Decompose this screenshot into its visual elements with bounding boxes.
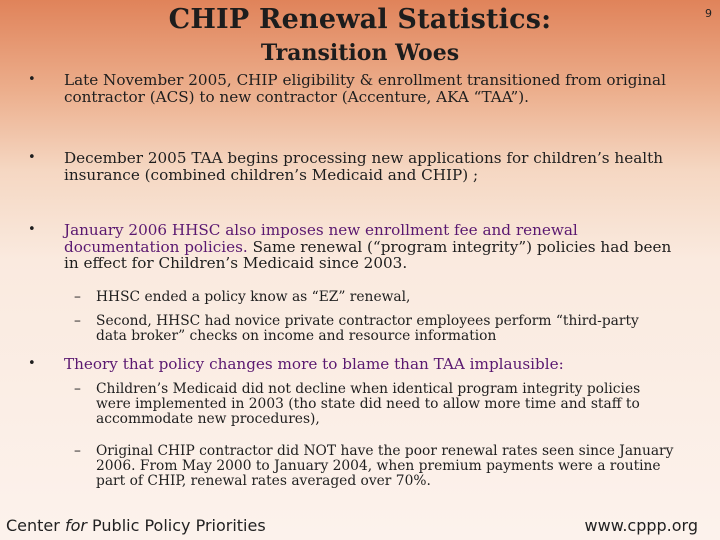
bullet-text: December 2005 TAA begins processing new applications for children’s health insurance (combined children’s Medicaid and CHIP) ; xyxy=(64,149,663,184)
sub-marker: – xyxy=(74,313,81,329)
page-number: 9 xyxy=(705,7,712,20)
bullet-text: Late November 2005, CHIP eligibility & enrollment transitioned from original contractor (ACS) to new contractor (Accenture, AKA “TAA”). xyxy=(64,71,666,106)
sub-text: HHSC ended a policy know as “EZ” renewal, xyxy=(96,289,411,305)
bullet-item-4 xyxy=(28,356,688,373)
footer-org-part2: Public Policy Priorities xyxy=(86,516,266,535)
footer-organization xyxy=(6,516,266,535)
sub-marker: – xyxy=(74,289,81,305)
sub-marker: – xyxy=(74,381,81,397)
bullet-marker: • xyxy=(28,356,36,371)
subitem-4-1 xyxy=(74,382,674,428)
bullet-item-3 xyxy=(28,222,688,272)
footer-org-part1: Center xyxy=(6,516,65,535)
sub-text: Original CHIP contractor did NOT have the poor renewal rates seen since January 2006. From May 2000 to January 2004, when premium payments were a routine part of CHIP, renewal rates averaged over 70%. xyxy=(96,443,674,490)
bullet-text xyxy=(64,222,688,272)
subitem-3-2 xyxy=(74,314,674,344)
bullet-highlight-text: January 2006 HHSC also imposes new enrollment fee and renewal documentation policies. xyxy=(64,221,578,256)
bullet-marker: • xyxy=(28,150,36,165)
slide-subtitle: Transition Woes xyxy=(260,40,460,66)
bullet-marker: • xyxy=(28,222,36,237)
bullet-marker: • xyxy=(28,72,36,87)
subitem-3-1 xyxy=(74,290,674,305)
footer-org-italic: for xyxy=(64,516,87,535)
bullet-text: Theory that policy changes more to blame than TAA implausible: xyxy=(64,355,564,373)
bullet-item-1 xyxy=(28,72,688,105)
bullet-item-2 xyxy=(28,150,688,183)
slide-title: CHIP Renewal Statistics: xyxy=(168,4,552,35)
sub-text: Children’s Medicaid did not decline when identical program integrity policies were implemented in 2003 (tho state did need to allow more time and staff to accommodate new procedures), xyxy=(96,381,641,428)
subitem-4-2 xyxy=(74,444,674,490)
footer-website: www.cppp.org xyxy=(584,516,698,535)
sub-text: Second, HHSC had novice private contractor employees perform “third-party data broker” checks on income and resource information xyxy=(96,313,639,345)
sub-marker: – xyxy=(74,443,81,459)
bullet-rest-text: Same renewal (“program integrity”) policies had been in effect for Children’s Medicaid since 2003. xyxy=(64,237,672,272)
